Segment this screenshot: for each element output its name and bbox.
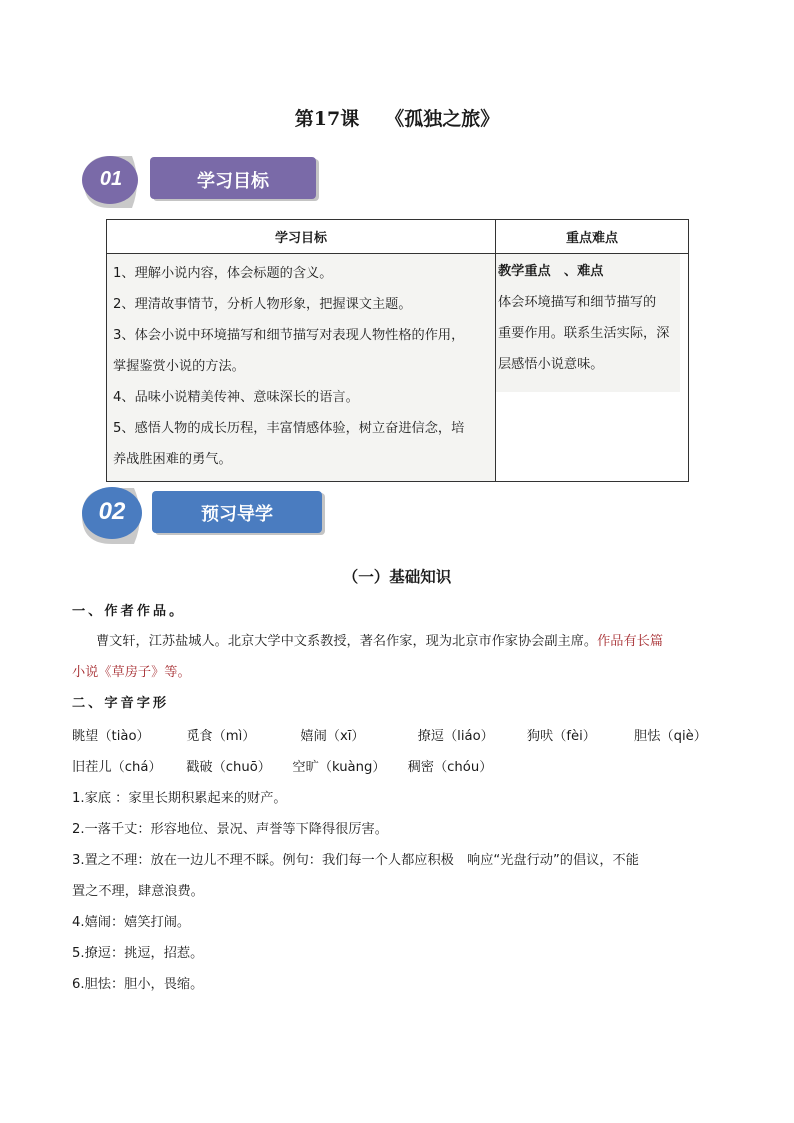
goal-line: 3、体会小说中环境描写和细节描写对表现人物性格的作用，	[113, 328, 465, 343]
key-heading: 教学重点 、难点	[498, 264, 604, 279]
pinyin-item: 嬉闹（xī）	[300, 729, 365, 744]
pinyin-row	[72, 758, 492, 778]
subsection-title: （一）基础知识	[342, 568, 452, 586]
key-line: 重要作用。联系生活实际，深	[498, 326, 670, 341]
pinyin-item: 空旷（kuàng）	[292, 760, 386, 775]
goal-line: 掌握鉴赏小说的方法。	[113, 359, 245, 374]
section-number: 02	[98, 498, 126, 525]
definition-item: 3.置之不理：放在一边儿不理不睬。例句：我们每一个人都应积极 响应“光盘行动”的倡议，不能	[72, 853, 639, 868]
pinyin-item: 撩逗（liáo）	[417, 729, 494, 744]
definition-item: 置之不理，肆意浪费。	[72, 884, 204, 899]
pinyin-item: 稠密（chóu）	[407, 760, 493, 775]
lesson-number: 第17课	[294, 108, 360, 130]
key-line: 体会环境描写和细节描写的	[498, 295, 657, 310]
goal-line: 5、感悟人物的成长历程，丰富情感体验，树立奋进信念，培	[113, 421, 465, 436]
definition-item: 2.一落千丈：形容地位、景况、声誉等下降得很厉害。	[72, 822, 388, 837]
content-body	[72, 0, 726, 1123]
section-label: 学习目标	[197, 171, 269, 192]
table-header-goals: 学习目标	[107, 220, 496, 254]
author-paragraph-line	[96, 632, 663, 652]
pinyin-item: 旧茬儿（chá）	[72, 760, 162, 775]
section-number: 01	[99, 168, 123, 190]
lesson-name: 《孤独之旅》	[385, 108, 500, 130]
goal-line: 1、理解小说内容，体会标题的含义。	[113, 266, 333, 281]
pinyin-row	[72, 727, 707, 747]
key-line: 层感悟小说意味。	[498, 357, 604, 372]
pinyin-item: 眺望（tiào）	[72, 729, 150, 744]
definition-item: 1.家底 ：家里长期积累起来的财产。	[72, 791, 287, 806]
pinyin-item: 狗吠（fèi）	[526, 729, 596, 744]
works-text-continued: 小说《草房子》等。	[72, 665, 191, 680]
section-label: 预习导学	[201, 504, 273, 525]
pinyin-item: 觅食（mì）	[186, 729, 256, 744]
heading-pronunciation: 二、字音字形	[72, 696, 170, 711]
definition-item: 4.嬉闹：嬉笑打闹。	[72, 915, 191, 930]
goal-line: 养战胜困难的勇气。	[113, 452, 232, 467]
heading-author: 一、作者作品。	[72, 604, 186, 619]
works-text: 作品有长篇	[597, 634, 664, 649]
author-text: 曹文轩，江苏盐城人。北京大学中文系教授，著名作家，现为北京市作家协会副主席。	[96, 634, 598, 649]
table-header-keys: 重点难点	[496, 220, 689, 254]
pinyin-item: 戳破（chuō）	[186, 760, 271, 775]
goal-line: 4、品味小说精美传神、意味深长的语言。	[113, 390, 359, 405]
pinyin-item: 胆怯（qiè）	[634, 729, 707, 744]
goal-line: 2、理清故事情节，分析人物形象，把握课文主题。	[113, 297, 412, 312]
definition-item: 6.胆怯：胆小，畏缩。	[72, 977, 204, 992]
definition-item: 5.撩逗：挑逗，招惹。	[72, 946, 204, 961]
